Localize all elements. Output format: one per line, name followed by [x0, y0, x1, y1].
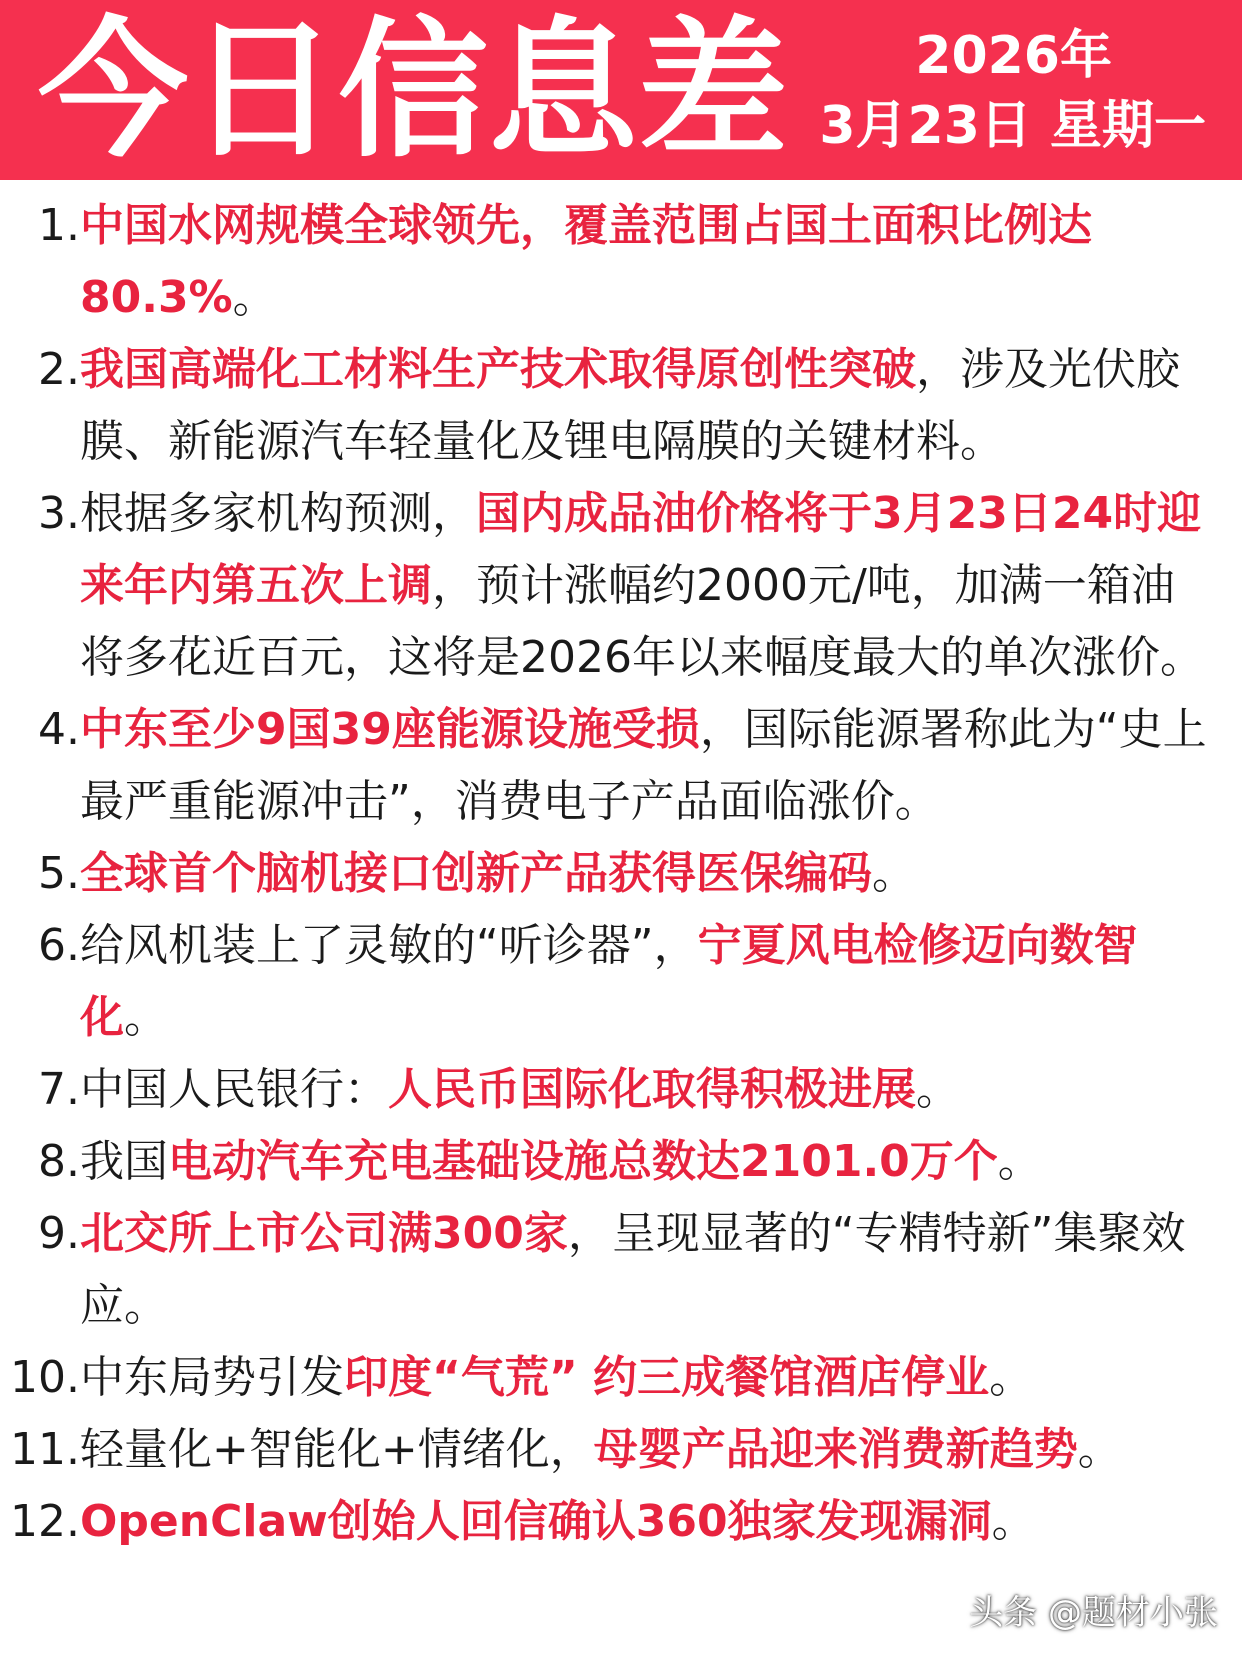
news-item-text: 中东局势引发: [80, 1352, 344, 1403]
news-item: [0, 1342, 1242, 1414]
news-item-number: 5.: [38, 848, 80, 899]
news-item-text: 。: [916, 1064, 960, 1115]
news-item-text: 根据多家机构预测，: [80, 488, 476, 539]
news-item-text: 。: [989, 1352, 1034, 1403]
news-item: [0, 838, 1242, 910]
news-item-number: 7.: [38, 1064, 80, 1115]
watermark: 头条 @题材小张: [969, 1593, 1218, 1633]
news-item-highlight: 电动汽车充电基础设施总数达2101.0万个: [168, 1136, 998, 1187]
news-item-text: 我国: [80, 1136, 168, 1187]
news-item-text: 。: [997, 1136, 1042, 1187]
news-item: [0, 190, 1242, 334]
news-item-number: 12.: [10, 1496, 80, 1547]
news-item: [0, 1126, 1242, 1198]
news-item-number: 10.: [10, 1352, 80, 1403]
news-list: [0, 190, 1242, 1558]
news-item-number: 4.: [38, 704, 80, 755]
news-item: [0, 910, 1242, 1054]
news-item-text: 。: [991, 1496, 1036, 1547]
news-item-text: ，涉及光伏胶膜、新能源汽车轻量化及锂电隔膜的关键材料。: [80, 344, 1180, 467]
news-item-highlight: 中国水网规模全球领先，覆盖范围占国土面积比例达80.3%: [80, 200, 1092, 323]
news-item-highlight: 北交所上市公司满300家: [80, 1208, 568, 1259]
news-item-text: 。: [872, 848, 916, 899]
news-item-highlight: 宁夏风电检修迈向数智化: [80, 920, 1138, 1043]
news-item-highlight: 国内成品油价格将于3月23日24时迎来年内第五次上调: [80, 488, 1202, 611]
news-item-text: 中国人民银行：: [80, 1064, 388, 1115]
news-item-highlight: 母婴产品迎来消费新趋势: [593, 1424, 1078, 1475]
news-item: [0, 1414, 1242, 1486]
news-item-number: 2.: [38, 344, 80, 395]
news-item-highlight: 中东至少9国39座能源设施受损: [80, 704, 700, 755]
news-item-text: 。: [1077, 1424, 1122, 1475]
news-item-number: 11.: [10, 1424, 80, 1475]
news-item-number: 1.: [38, 200, 80, 251]
news-item: [0, 478, 1242, 694]
news-item-number: 6.: [38, 920, 80, 971]
news-item-highlight: 我国高端化工材料生产技术取得原创性突破: [80, 344, 916, 395]
news-item-number: 3.: [38, 488, 80, 539]
news-item-text: 给风机装上了灵敏的“听诊器”，: [80, 920, 698, 971]
news-item: [0, 694, 1242, 838]
news-item-text: 轻量化+智能化+情绪化，: [80, 1424, 594, 1475]
news-item: [0, 1198, 1242, 1342]
news-item-text: 。: [232, 272, 277, 323]
news-item-highlight: 印度“气荒” 约三成餐馆酒店停业: [344, 1352, 990, 1403]
date-year: 2026年: [915, 26, 1112, 86]
news-item-text: ，预计涨幅约2000元/吨，加满一箱油将多花近百元，这将是2026年以来幅度最大的单次涨价。: [80, 560, 1204, 683]
news-item-highlight: 人民币国际化取得积极进展: [388, 1064, 916, 1115]
date-day: 3月23日 星期一: [819, 96, 1206, 156]
news-item-highlight: 全球首个脑机接口创新产品获得医保编码: [80, 848, 872, 899]
news-item-number: 8.: [38, 1136, 80, 1187]
news-item-number: 9.: [38, 1208, 80, 1259]
page-title: 今日信息差: [38, 4, 789, 178]
header-banner: [0, 0, 1242, 180]
news-item: [0, 334, 1242, 478]
news-item-text: 。: [124, 992, 168, 1043]
news-item-text: ，国际能源署称此为“史上最严重能源冲击”，消费电子产品面临涨价。: [80, 704, 1207, 827]
news-item-highlight: OpenClaw创始人回信确认360独家发现漏洞: [80, 1496, 992, 1547]
news-item-text: ，呈现显著的“专精特新”集聚效应。: [80, 1208, 1186, 1331]
news-item: [0, 1486, 1242, 1558]
news-item: [0, 1054, 1242, 1126]
